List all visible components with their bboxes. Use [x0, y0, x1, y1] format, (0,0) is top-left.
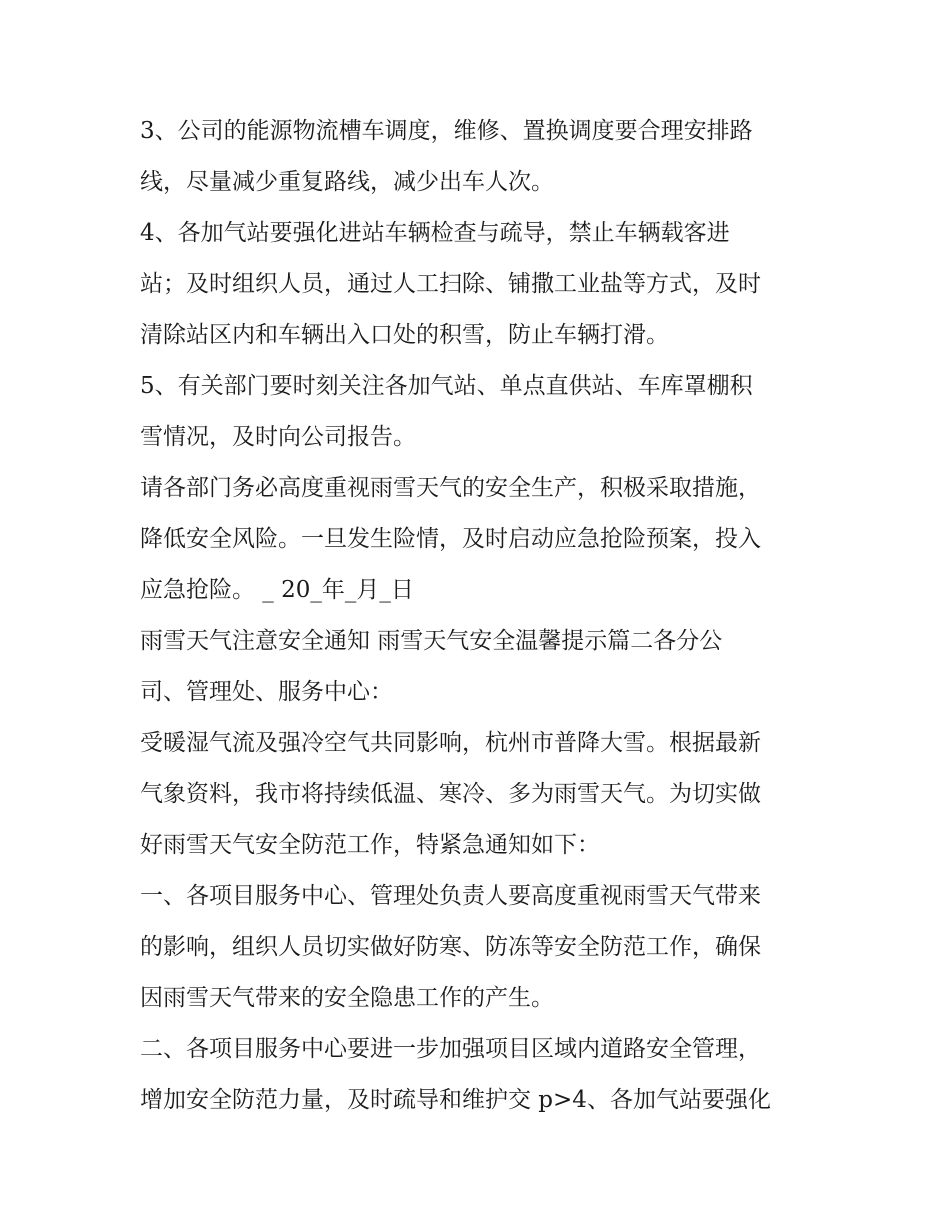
text-line: 增加安全防范力量，及时疏导和维护交 p>4、各加气站要强化	[140, 1087, 771, 1113]
text-line: 站；及时组织人员，通过人工扫除、铺撒工业盐等方式，及时	[140, 271, 761, 297]
text-line: 请各部门务必高度重视雨雪天气的安全生产，积极采取措施，	[140, 475, 761, 501]
text-line: 一、各项目服务中心、管理处负责人要高度重视雨雪天气带来	[140, 883, 761, 909]
text-line: 因雨雪天气带来的安全隐患工作的产生。	[140, 985, 554, 1011]
text-line: 降低安全风险。一旦发生险情，及时启动应急抢险预案，投入	[140, 526, 761, 552]
text-line: 的影响，组织人员切实做好防寒、防冻等安全防范工作，确保	[140, 934, 761, 960]
text-line: 二、各项目服务中心要进一步加强项目区域内道路安全管理，	[140, 1036, 761, 1062]
text-line: 5、有关部门要时刻关注各加气站、单点直供站、车库罩棚积	[140, 373, 753, 399]
text-line: 3、公司的能源物流槽车调度，维修、置换调度要合理安排路	[140, 118, 753, 144]
document-body	[140, 106, 830, 1126]
text-line: 线，尽量减少重复路线，减少出车人次。	[140, 169, 554, 195]
text-line: 好雨雪天气安全防范工作，特紧急通知如下：	[140, 832, 600, 858]
text-line: 清除站区内和车辆出入口处的积雪，防止车辆打滑。	[140, 322, 669, 348]
text-line: 气象资料，我市将持续低温、寒冷、多为雨雪天气。为切实做	[140, 781, 761, 807]
text-line: 4、各加气站要强化进站车辆检查与疏导，禁止车辆载客进	[140, 220, 730, 246]
text-line: 应急抢险。 _ 20_年_月_日	[140, 577, 414, 603]
text-line: 司、管理处、服务中心：	[140, 679, 393, 705]
text-line: 雨雪天气注意安全通知 雨雪天气安全温馨提示篇二各分公	[140, 628, 723, 654]
text-line: 雪情况，及时向公司报告。	[140, 424, 416, 450]
text-line: 受暖湿气流及强冷空气共同影响，杭州市普降大雪。根据最新	[140, 730, 761, 756]
